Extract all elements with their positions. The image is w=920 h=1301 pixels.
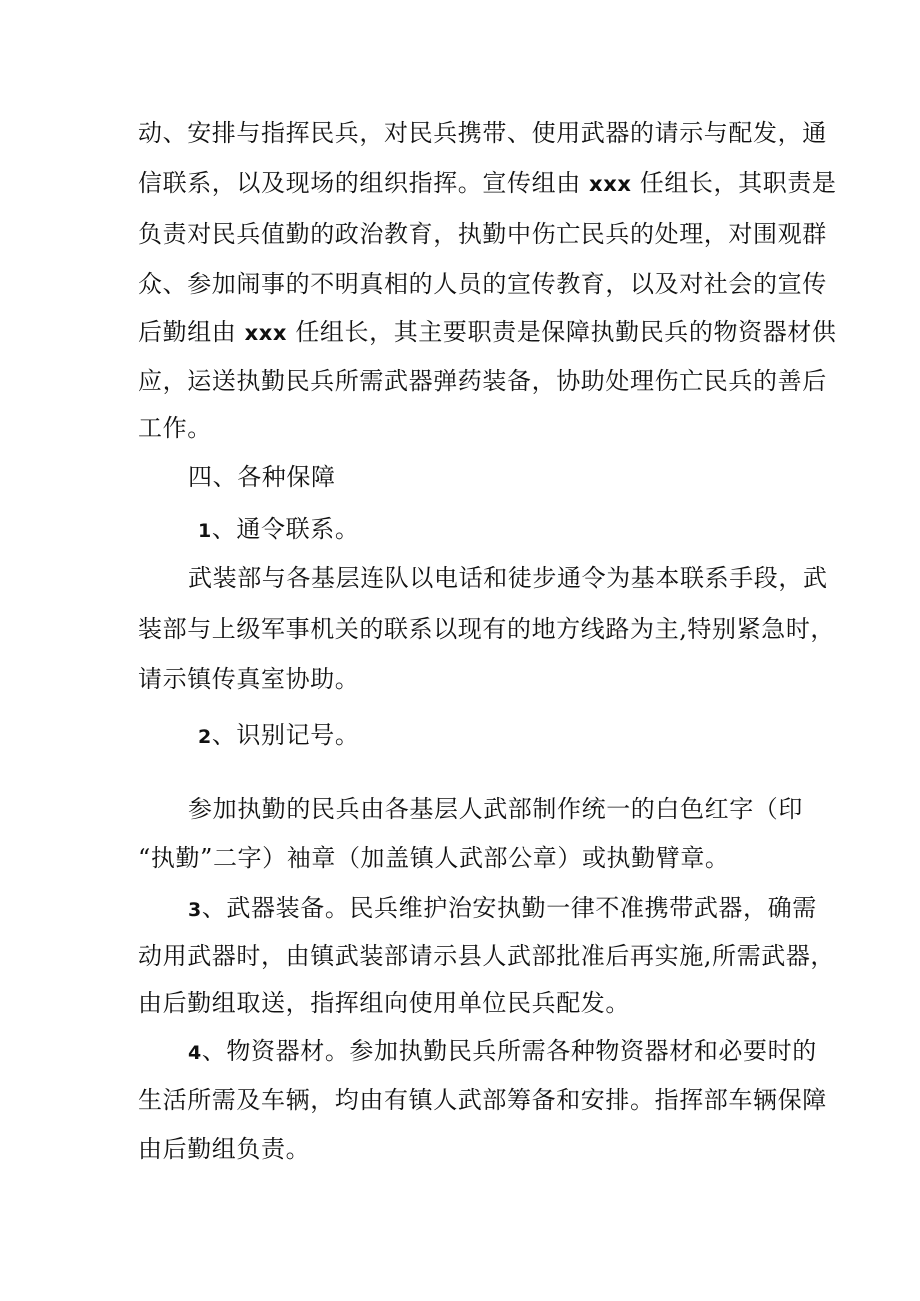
text: 武装部与各基层连队以电话和徒步通令为基本联系手段，武 — [188, 564, 828, 592]
text: 请示镇传真室协助。 — [138, 665, 360, 693]
text: 后勤组由 — [138, 318, 237, 346]
paragraph-line — [138, 269, 827, 299]
item-heading — [198, 514, 359, 546]
text: 由后勤组负责。 — [138, 1135, 311, 1163]
text: “执勤”二字）袖章（加盖镇人武部公章）或执勤臂章。 — [138, 844, 730, 872]
paragraph-line — [138, 413, 212, 443]
section-heading — [188, 462, 336, 492]
paragraph-line — [138, 843, 730, 873]
item-heading — [198, 720, 359, 752]
paragraph-line — [188, 563, 828, 593]
item-number: 3 — [188, 899, 202, 921]
paragraph-line — [138, 664, 359, 694]
text: 应，运送执勤民兵所需武器弹药装备，协助处理伤亡民兵的善后 — [138, 367, 827, 395]
text: 众、参加闹事的不明真相的人员的宣传教育，以及对社会的宣传 — [138, 270, 827, 298]
paragraph-line — [188, 794, 803, 824]
paragraph-line — [138, 118, 827, 148]
text: 任组长，其职责是 — [639, 169, 837, 197]
text: 动用武器时，由镇武装部请示县人武部批准后再实施,所需武器， — [138, 942, 836, 970]
text: 由后勤组取送，指挥组向使用单位民兵配发。 — [138, 989, 630, 1017]
item-number: 1 — [198, 520, 212, 542]
heading-text: 四、各种保障 — [188, 463, 336, 491]
paragraph-line — [138, 317, 837, 348]
text: 生活所需及车辆，均由有镇人武部筹备和安排。指挥部车辆保障 — [138, 1086, 827, 1114]
paragraph-line — [138, 366, 827, 396]
paragraph-line — [188, 1036, 817, 1068]
paragraph-line — [138, 168, 837, 199]
text: 工作。 — [138, 414, 212, 442]
paragraph-line — [138, 1134, 310, 1164]
paragraph-line — [138, 219, 827, 249]
paragraph-line — [138, 614, 835, 644]
text: 参加执勤的民兵由各基层人武部制作统一的白色红字（印 — [188, 795, 803, 823]
paragraph-line — [138, 1085, 827, 1115]
text: 、武器装备。民兵维护治安执勤一律不准携带武器，确需 — [201, 894, 817, 922]
text: 、物资器材。参加执勤民兵所需各种物资器材和必要时的 — [201, 1037, 817, 1065]
text: 负责对民兵值勤的政治教育，执勤中伤亡民兵的处理，对围观群 — [138, 220, 827, 248]
text: 任组长，其主要职责是保障执勤民兵的物资器材供 — [295, 318, 837, 346]
item-number: 2 — [198, 726, 212, 748]
item-title: 、通令联系。 — [211, 515, 360, 543]
paragraph-line — [138, 988, 630, 1018]
text: 信联系，以及现场的组织指挥。宣传组由 — [138, 169, 581, 197]
placeholder-name: xxx — [244, 321, 288, 345]
placeholder-name: xxx — [589, 172, 632, 196]
item-title: 、识别记号。 — [211, 721, 360, 749]
paragraph-line — [138, 941, 835, 971]
text: 装部与上级军事机关的联系以现有的地方线路为主,特别紧急时， — [138, 615, 836, 643]
paragraph-line — [188, 893, 817, 925]
text: 动、安排与指挥民兵，对民兵携带、使用武器的请示与配发，通 — [138, 119, 827, 147]
item-number: 4 — [188, 1042, 202, 1064]
